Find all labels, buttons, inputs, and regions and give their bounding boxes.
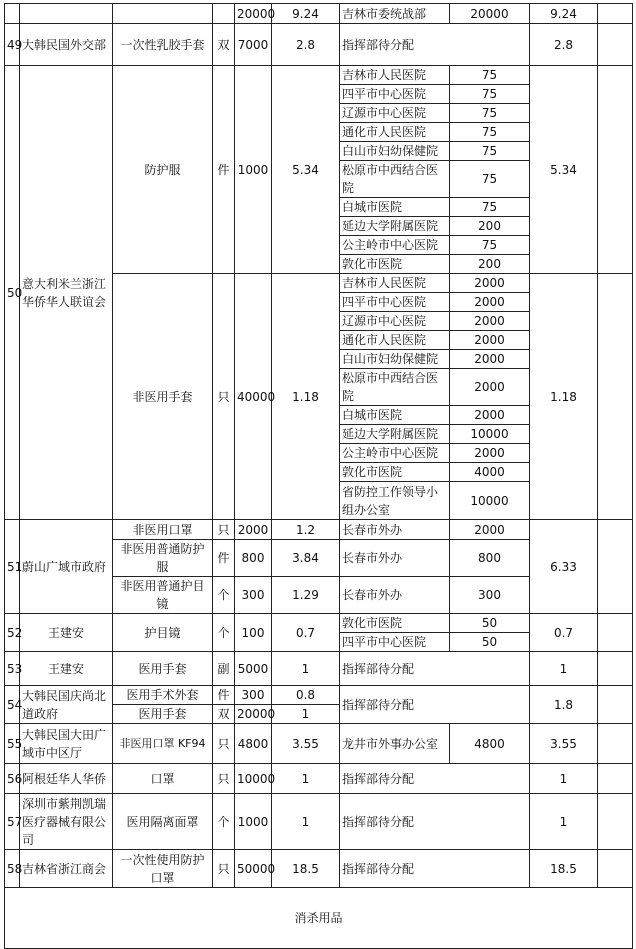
recipient-qty-cell: 2000 <box>450 312 530 331</box>
recipient-qty-cell: 2000 <box>450 520 530 540</box>
item-cell: 防护服 <box>113 66 213 274</box>
recipient-qty-cell: 50 <box>450 614 530 633</box>
recipient-cell: 松原市中西结合医院 <box>340 161 450 198</box>
unit-cell: 副 <box>213 652 235 686</box>
row-number: 53 <box>5 652 20 686</box>
item-cell: 医用隔离面罩 <box>113 794 213 850</box>
qty-cell: 40000 <box>235 274 272 520</box>
recipient-qty-cell: 75 <box>450 66 530 85</box>
amount-cell: 1 <box>272 705 340 724</box>
unit-cell: 双 <box>213 24 235 66</box>
recipient-amount-cell: 1 <box>530 764 598 794</box>
recipient-amount-cell: 6.33 <box>530 520 598 614</box>
recipient-cell: 四平市中心医院 <box>340 85 450 104</box>
amount-cell: 1 <box>272 764 340 794</box>
donor-cell: 蔚山广域市政府 <box>20 520 113 614</box>
qty-cell: 300 <box>235 686 272 705</box>
qty-cell: 100 <box>235 614 272 652</box>
recipient-cell: 长春市外办 <box>340 577 450 614</box>
amount-cell: 2.8 <box>272 24 340 66</box>
unit-cell: 个 <box>213 577 235 614</box>
recipient-qty-cell: 2000 <box>450 274 530 293</box>
recipient-amount-cell: 1 <box>530 652 598 686</box>
recipient-qty-cell: 800 <box>450 540 530 577</box>
item-cell: 护目镜 <box>113 614 213 652</box>
recipient-cell: 指挥部待分配 <box>340 764 530 794</box>
donor-cell: 阿根廷华人华侨 <box>20 764 113 794</box>
table-row <box>5 652 633 686</box>
amount-cell: 5.34 <box>272 66 340 274</box>
recipient-qty-cell: 75 <box>450 198 530 217</box>
recipient-cell: 指挥部待分配 <box>340 686 530 724</box>
recipient-amount-cell: 5.34 <box>530 66 598 274</box>
recipient-cell: 白城市医院 <box>340 198 450 217</box>
table-row <box>5 850 633 888</box>
qty-cell: 20000 <box>235 4 272 24</box>
recipient-cell: 长春市外办 <box>340 540 450 577</box>
recipient-cell: 松原市中西结合医院 <box>340 369 450 406</box>
donor-cell: 大韩民国大田广域市中区厅 <box>20 724 113 764</box>
unit-cell: 双 <box>213 705 235 724</box>
recipient-qty-cell: 75 <box>450 85 530 104</box>
recipient-cell: 通化市人民医院 <box>340 123 450 142</box>
recipient-qty-cell: 2000 <box>450 331 530 350</box>
item-cell: 一次性乳胶手套 <box>113 24 213 66</box>
unit-cell: 只 <box>213 764 235 794</box>
qty-cell: 800 <box>235 540 272 577</box>
recipient-cell: 敦化市医院 <box>340 255 450 274</box>
qty-cell: 4800 <box>235 724 272 764</box>
row-number: 52 <box>5 614 20 652</box>
recipient-cell: 白山市妇幼保健院 <box>340 350 450 369</box>
recipient-cell: 通化市人民医院 <box>340 331 450 350</box>
recipient-qty-cell: 75 <box>450 123 530 142</box>
recipient-cell: 指挥部待分配 <box>340 850 530 888</box>
row-number: 49 <box>5 24 20 66</box>
recipient-qty-cell: 75 <box>450 104 530 123</box>
item-cell: 非医用口罩 KF94 <box>113 724 213 764</box>
recipient-amount-cell: 0.7 <box>530 614 598 652</box>
amount-cell: 0.8 <box>272 686 340 705</box>
recipient-cell: 长春市外办 <box>340 520 450 540</box>
unit-cell: 只 <box>213 520 235 540</box>
row-number: 56 <box>5 764 20 794</box>
recipient-cell: 白城市医院 <box>340 406 450 425</box>
section-title: 消杀用品 <box>5 888 633 949</box>
recipient-cell: 吉林市人民医院 <box>340 274 450 293</box>
donor-cell: 王建安 <box>20 614 113 652</box>
amount-cell: 1 <box>272 652 340 686</box>
recipient-qty-cell: 10000 <box>450 425 530 444</box>
recipient-qty-cell: 75 <box>450 161 530 198</box>
recipient-amount-cell: 1.18 <box>530 274 598 520</box>
table-row <box>5 24 633 66</box>
recipient-qty-cell: 10000 <box>450 482 530 520</box>
qty-cell: 10000 <box>235 764 272 794</box>
recipient-amount-cell: 3.55 <box>530 724 598 764</box>
qty-cell: 300 <box>235 577 272 614</box>
table-row <box>5 66 633 85</box>
recipient-qty-cell: 50 <box>450 633 530 652</box>
amount-cell: 0.7 <box>272 614 340 652</box>
recipient-qty-cell: 2000 <box>450 444 530 463</box>
amount-cell: 1 <box>272 794 340 850</box>
row-number: 54 <box>5 686 20 724</box>
item-cell: 非医用普通护目镜 <box>113 577 213 614</box>
recipient-qty-cell: 75 <box>450 236 530 255</box>
row-number: 50 <box>5 66 20 520</box>
row-number: 58 <box>5 850 20 888</box>
table-row <box>5 724 633 764</box>
recipient-cell: 敦化市医院 <box>340 463 450 482</box>
recipient-cell: 四平市中心医院 <box>340 293 450 312</box>
item-cell: 非医用普通防护服 <box>113 540 213 577</box>
item-cell: 医用手术外套 <box>113 686 213 705</box>
row-number: 51 <box>5 520 20 614</box>
unit-cell: 件 <box>213 66 235 274</box>
recipient-cell: 吉林市委统战部 <box>340 4 450 24</box>
recipient-cell: 公主岭市中心医院 <box>340 236 450 255</box>
table-row <box>5 764 633 794</box>
recipient-cell: 延边大学附属医院 <box>340 425 450 444</box>
recipient-qty-cell: 4800 <box>450 724 530 764</box>
recipient-qty-cell: 2000 <box>450 350 530 369</box>
unit-cell: 只 <box>213 274 235 520</box>
recipient-cell: 辽源市中心医院 <box>340 312 450 331</box>
donor-cell: 大韩民国外交部 <box>20 24 113 66</box>
recipient-amount-cell: 18.5 <box>530 850 598 888</box>
donor-cell: 意大利米兰浙江华侨华人联谊会 <box>20 66 113 520</box>
qty-cell: 1000 <box>235 66 272 274</box>
recipient-qty-cell: 200 <box>450 255 530 274</box>
recipient-qty-cell: 20000 <box>450 4 530 24</box>
item-cell: 医用手套 <box>113 705 213 724</box>
row-number: 55 <box>5 724 20 764</box>
recipient-amount-cell: 2.8 <box>530 24 598 66</box>
unit-cell: 件 <box>213 540 235 577</box>
donor-cell: 深圳市紫荆凯瑞医疗器械有限公司 <box>20 794 113 850</box>
amount-cell: 3.55 <box>272 724 340 764</box>
recipient-qty-cell: 200 <box>450 217 530 236</box>
recipient-qty-cell: 300 <box>450 577 530 614</box>
table-row <box>5 520 633 540</box>
recipient-cell: 吉林市人民医院 <box>340 66 450 85</box>
recipient-qty-cell: 2000 <box>450 293 530 312</box>
qty-cell: 7000 <box>235 24 272 66</box>
donor-cell: 大韩民国庆尚北道政府 <box>20 686 113 724</box>
recipient-qty-cell: 75 <box>450 142 530 161</box>
recipient-cell: 敦化市医院 <box>340 614 450 633</box>
recipient-amount-cell: 9.24 <box>530 4 598 24</box>
recipient-amount-cell: 1 <box>530 794 598 850</box>
recipient-cell: 指挥部待分配 <box>340 24 530 66</box>
item-cell: 口罩 <box>113 764 213 794</box>
amount-cell: 3.84 <box>272 540 340 577</box>
amount-cell: 9.24 <box>272 4 340 24</box>
unit-cell: 个 <box>213 614 235 652</box>
qty-cell: 20000 <box>235 705 272 724</box>
table-row <box>5 794 633 850</box>
qty-cell: 50000 <box>235 850 272 888</box>
unit-cell: 个 <box>213 794 235 850</box>
donor-cell: 王建安 <box>20 652 113 686</box>
recipient-qty-cell: 4000 <box>450 463 530 482</box>
recipient-cell: 四平市中心医院 <box>340 633 450 652</box>
recipient-qty-cell: 2000 <box>450 406 530 425</box>
donor-cell: 吉林省浙江商会 <box>20 850 113 888</box>
recipient-cell: 延边大学附属医院 <box>340 217 450 236</box>
table-row <box>5 614 633 633</box>
donation-table <box>4 3 633 949</box>
unit-cell: 件 <box>213 686 235 705</box>
table-row <box>5 686 633 705</box>
recipient-cell: 辽源市中心医院 <box>340 104 450 123</box>
recipient-cell: 龙井市外事办公室 <box>340 724 450 764</box>
unit-cell: 只 <box>213 850 235 888</box>
recipient-cell: 省防控工作领导小组办公室 <box>340 482 450 520</box>
item-cell: 非医用手套 <box>113 274 213 520</box>
item-cell: 一次性使用防护口罩 <box>113 850 213 888</box>
recipient-cell: 指挥部待分配 <box>340 652 530 686</box>
recipient-qty-cell: 2000 <box>450 369 530 406</box>
row-number: 57 <box>5 794 20 850</box>
qty-cell: 1000 <box>235 794 272 850</box>
section-row <box>5 888 633 949</box>
recipient-cell: 指挥部待分配 <box>340 794 530 850</box>
amount-cell: 1.29 <box>272 577 340 614</box>
amount-cell: 1.2 <box>272 520 340 540</box>
amount-cell: 1.18 <box>272 274 340 520</box>
amount-cell: 18.5 <box>272 850 340 888</box>
table-row <box>5 4 633 24</box>
recipient-cell: 白山市妇幼保健院 <box>340 142 450 161</box>
qty-cell: 2000 <box>235 520 272 540</box>
unit-cell: 只 <box>213 724 235 764</box>
recipient-cell: 公主岭市中心医院 <box>340 444 450 463</box>
qty-cell: 5000 <box>235 652 272 686</box>
recipient-amount-cell: 1.8 <box>530 686 598 724</box>
item-cell: 非医用口罩 <box>113 520 213 540</box>
item-cell: 医用手套 <box>113 652 213 686</box>
